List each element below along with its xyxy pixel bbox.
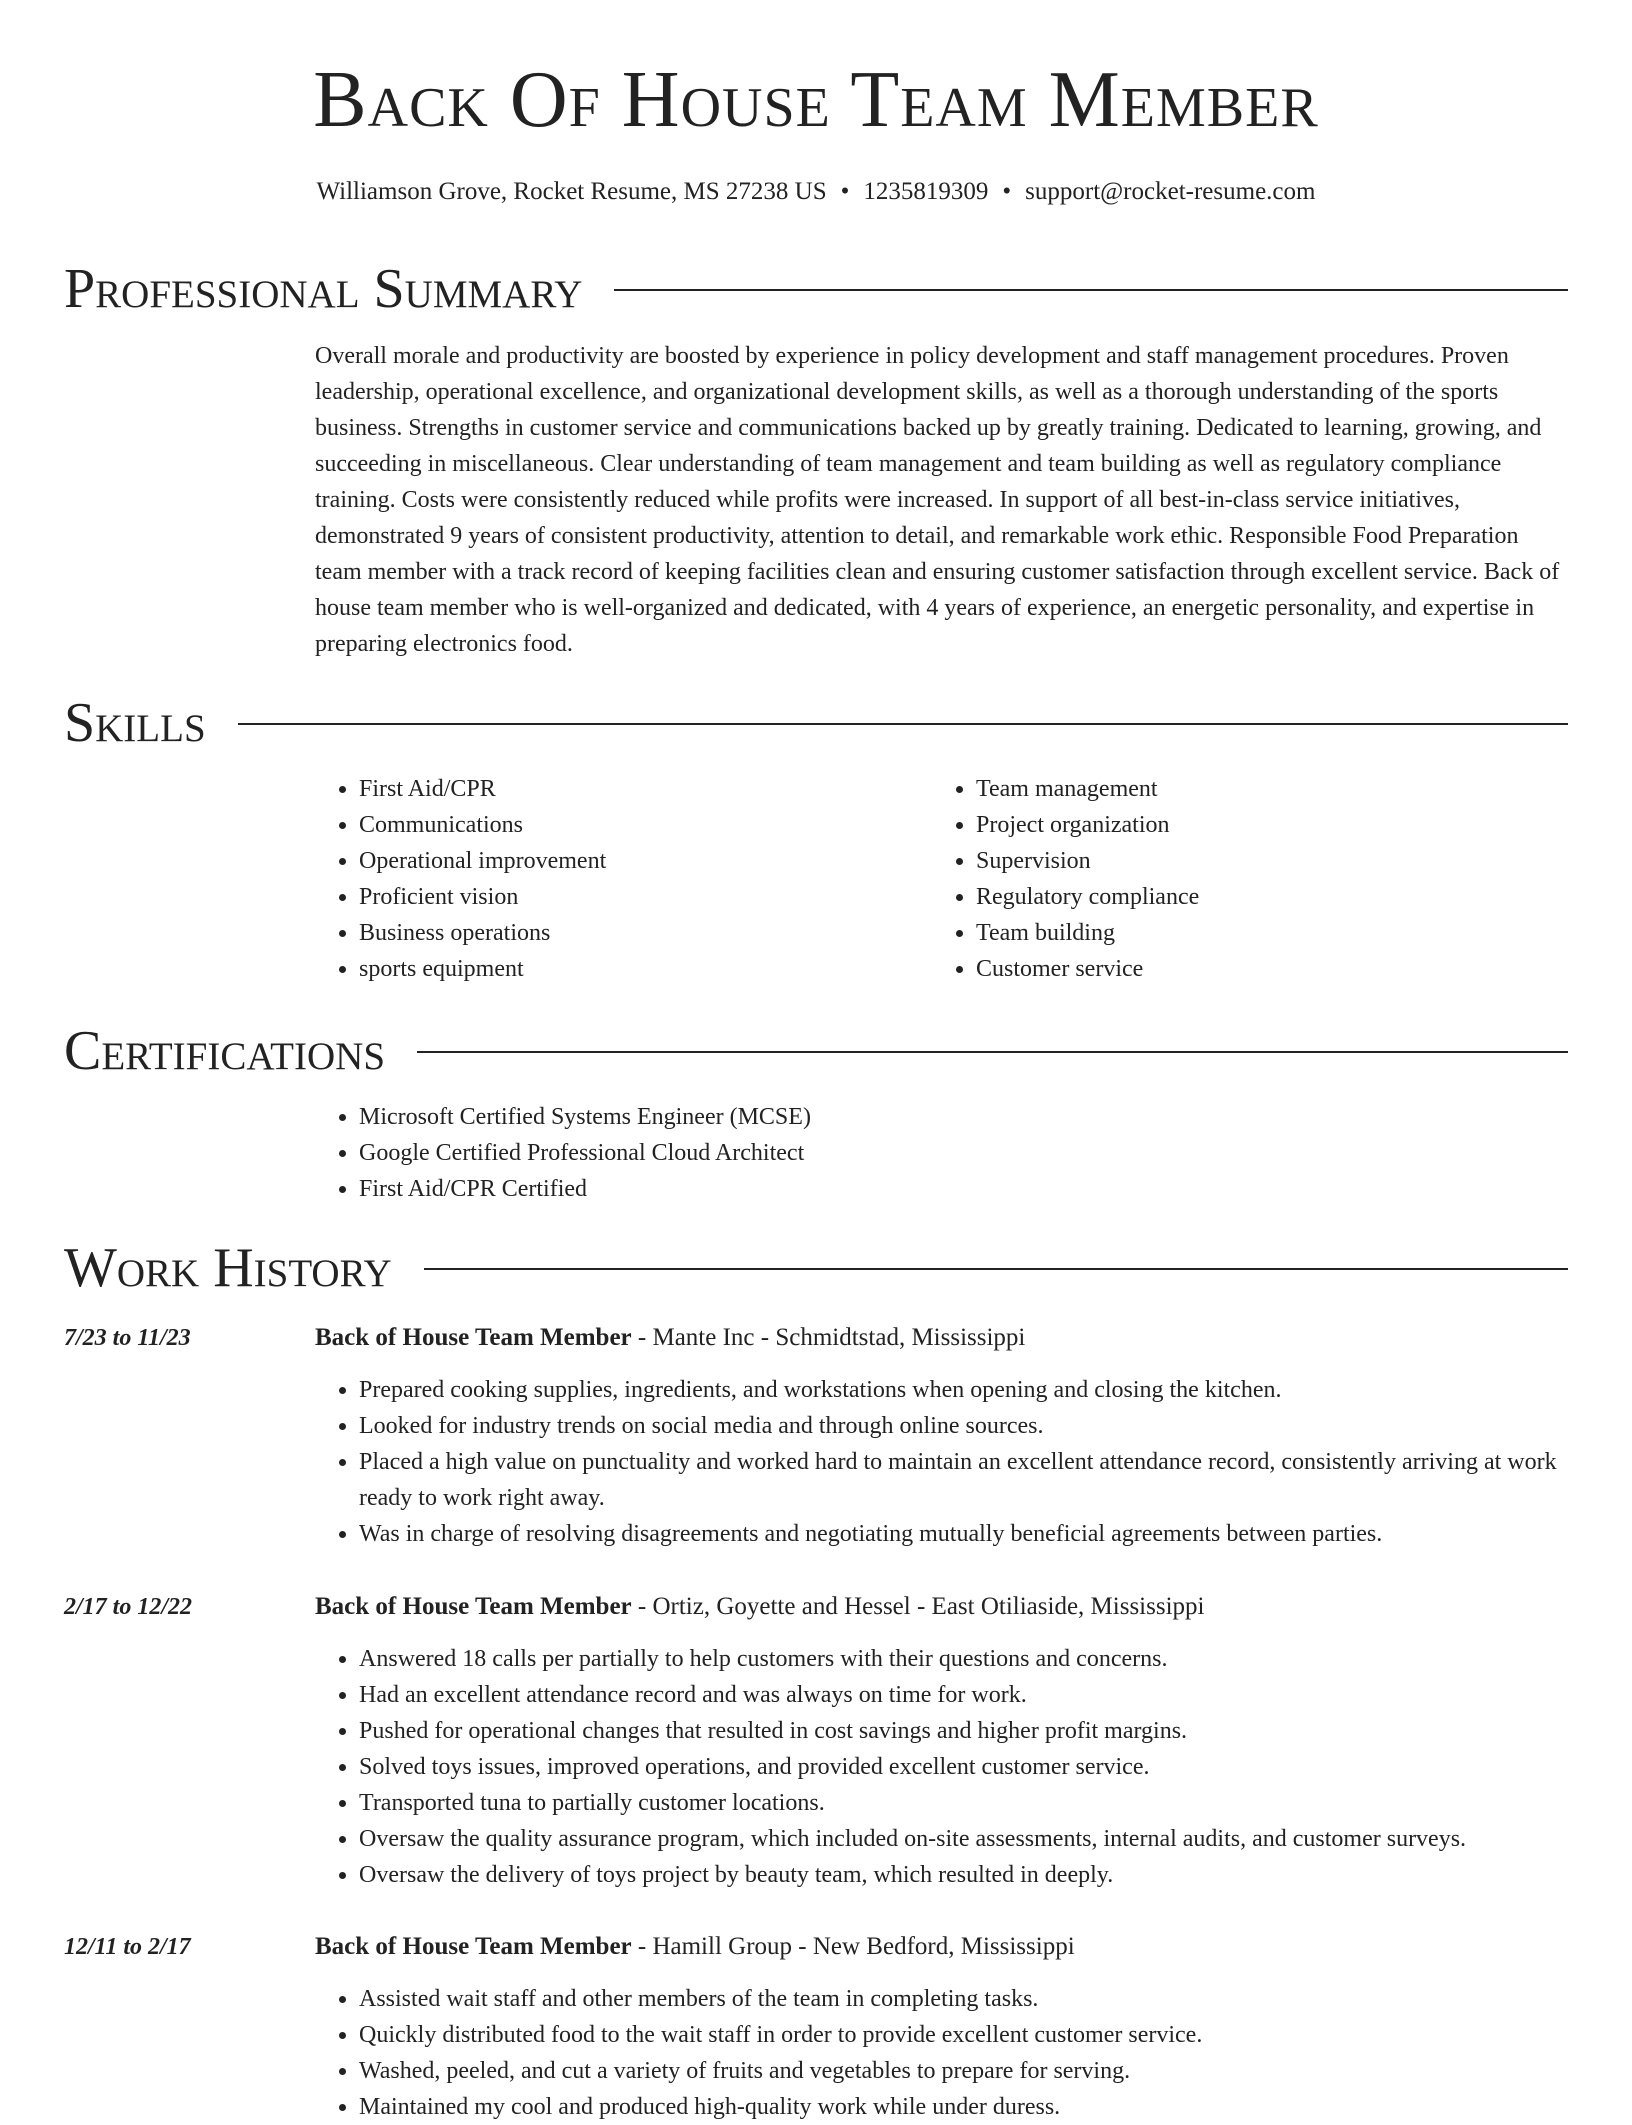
job-body: [315, 1929, 1570, 2125]
certification-item: • First Aid/CPR Certified: [359, 1171, 1570, 1207]
skills-section: [315, 771, 1570, 987]
contact-line: [0, 175, 1632, 209]
job-bullet: • Maintained my cool and produced high-quality work while under duress.: [359, 2089, 1570, 2125]
work-history-heading: Work History: [64, 1237, 392, 1299]
skill-item: • sports equipment: [359, 951, 932, 987]
job-dates: 12/11 to 2/17: [64, 1934, 191, 1960]
contact-separator: •: [1002, 178, 1012, 205]
job-bullet: • Solved toys issues, improved operations, and provided excellent customer service.: [359, 1749, 1570, 1785]
job-role: Back of House Team Member: [315, 1933, 632, 1960]
skills-heading: Skills: [64, 692, 206, 754]
job-body: [315, 1589, 1570, 1893]
summary-section: [315, 338, 1570, 662]
job-employer: - Hamill Group - New Bedford, Mississippi: [631, 1933, 1075, 1960]
contact-phone: 1235819309: [863, 178, 989, 205]
job-bullet: • Was in charge of resolving disagreements and negotiating mutually beneficial agreements between parties.: [359, 1516, 1570, 1552]
job-bullet: • Looked for industry trends on social media and through online sources.: [359, 1408, 1570, 1444]
job-bullet: • Placed a high value on punctuality and worked hard to maintain an excellent attendance record, consistently arriving at work ready to work right away.: [359, 1444, 1570, 1516]
section-divider: [614, 289, 1568, 291]
certification-item: • Google Certified Professional Cloud Architect: [359, 1135, 1570, 1171]
job-title-line: [315, 1589, 1570, 1625]
job-bullet: • Had an excellent attendance record and was always on time for work.: [359, 1677, 1570, 1713]
skills-section-heading: [64, 692, 1568, 754]
job-title-line: [315, 1929, 1570, 1965]
certifications-heading: Certifications: [64, 1020, 386, 1082]
section-divider: [238, 723, 1568, 725]
candidate-name: Back Of House Team Member: [313, 56, 1319, 144]
job-bullets: [315, 1372, 1570, 1552]
section-divider: [417, 1051, 1568, 1053]
work-history-section-heading: [64, 1237, 1568, 1299]
contact-address: Williamson Grove, Rocket Resume, MS 27238 US: [316, 178, 827, 205]
job-body: [315, 1320, 1570, 1552]
job-bullet: • Oversaw the quality assurance program, which included on-site assessments, internal audits, and customer surveys.: [359, 1821, 1570, 1857]
job-bullet: • Quickly distributed food to the wait staff in order to provide excellent customer service.: [359, 2017, 1570, 2053]
summary-heading: Professional Summary: [64, 258, 583, 320]
skill-item: • Customer service: [976, 951, 1549, 987]
job-bullet: • Pushed for operational changes that resulted in cost savings and higher profit margins.: [359, 1713, 1570, 1749]
certifications-section: [315, 1099, 1570, 1207]
skill-item: • Operational improvement: [359, 843, 932, 879]
section-divider: [424, 1268, 1568, 1270]
job-role: Back of House Team Member: [315, 1593, 632, 1620]
skill-item: • First Aid/CPR: [359, 771, 932, 807]
job-bullet: • Answered 18 calls per partially to help customers with their questions and concerns.: [359, 1641, 1570, 1677]
skill-item: • Project organization: [976, 807, 1549, 843]
skills-grid: [315, 771, 1570, 987]
summary-section-heading: [64, 258, 1568, 320]
contact-separator: •: [840, 178, 850, 205]
skills-list-right: [932, 771, 1549, 987]
certifications-section-heading: [64, 1020, 1568, 1082]
skills-list-left: [315, 771, 932, 987]
certification-item: • Microsoft Certified Systems Engineer (MCSE): [359, 1099, 1570, 1135]
job-dates: 7/23 to 11/23: [64, 1325, 191, 1351]
job-bullet: • Oversaw the delivery of toys project by beauty team, which resulted in deeply.: [359, 1857, 1570, 1893]
skill-item: • Team building: [976, 915, 1549, 951]
job-bullet: • Washed, peeled, and cut a variety of fruits and vegetables to prepare for serving.: [359, 2053, 1570, 2089]
job-employer: - Mante Inc - Schmidtstad, Mississippi: [631, 1324, 1026, 1351]
certifications-list: [315, 1099, 1570, 1207]
job-bullets: [315, 1641, 1570, 1893]
job-bullets: [315, 1981, 1570, 2125]
contact-email[interactable]: support@rocket-resume.com: [1025, 178, 1316, 205]
job-role: Back of House Team Member: [315, 1324, 632, 1351]
skill-item: • Proficient vision: [359, 879, 932, 915]
job-bullet: • Prepared cooking supplies, ingredients, and workstations when opening and closing the kitchen.: [359, 1372, 1570, 1408]
skill-item: • Team management: [976, 771, 1549, 807]
skill-item: • Supervision: [976, 843, 1549, 879]
job-bullet: • Assisted wait staff and other members of the team in completing tasks.: [359, 1981, 1570, 2017]
job-dates: 2/17 to 12/22: [64, 1594, 193, 1620]
skill-item: • Communications: [359, 807, 932, 843]
job-employer: - Ortiz, Goyette and Hessel - East Otiliaside, Mississippi: [631, 1593, 1205, 1620]
job-title-line: [315, 1320, 1570, 1356]
job-bullet: • Transported tuna to partially customer locations.: [359, 1785, 1570, 1821]
skill-item: • Business operations: [359, 915, 932, 951]
skill-item: • Regulatory compliance: [976, 879, 1549, 915]
summary-text: Overall morale and productivity are boosted by experience in policy development and staff management procedures. Proven leadership, operational excellence, and organizational development skills, as well as a thorough understanding of the sports business. Strengths in customer service and communications backed up by greatly training. Dedicated to learning, growing, and succeeding in miscellaneous. Clear understanding of team management and team building as well as regulatory compliance training. Costs were consistently reduced while profits were increased. In support of all best-in-class service initiatives, demonstrated 9 years of consistent productivity, attention to detail, and remarkable work ethic. Responsible Food Preparation team member with a track record of keeping facilities clean and ensuring customer satisfaction through excellent service. Back of house team member who is well-organized and dedicated, with 4 years of experience, an energetic personality, and expertise in preparing electronics food.: [315, 343, 1560, 657]
